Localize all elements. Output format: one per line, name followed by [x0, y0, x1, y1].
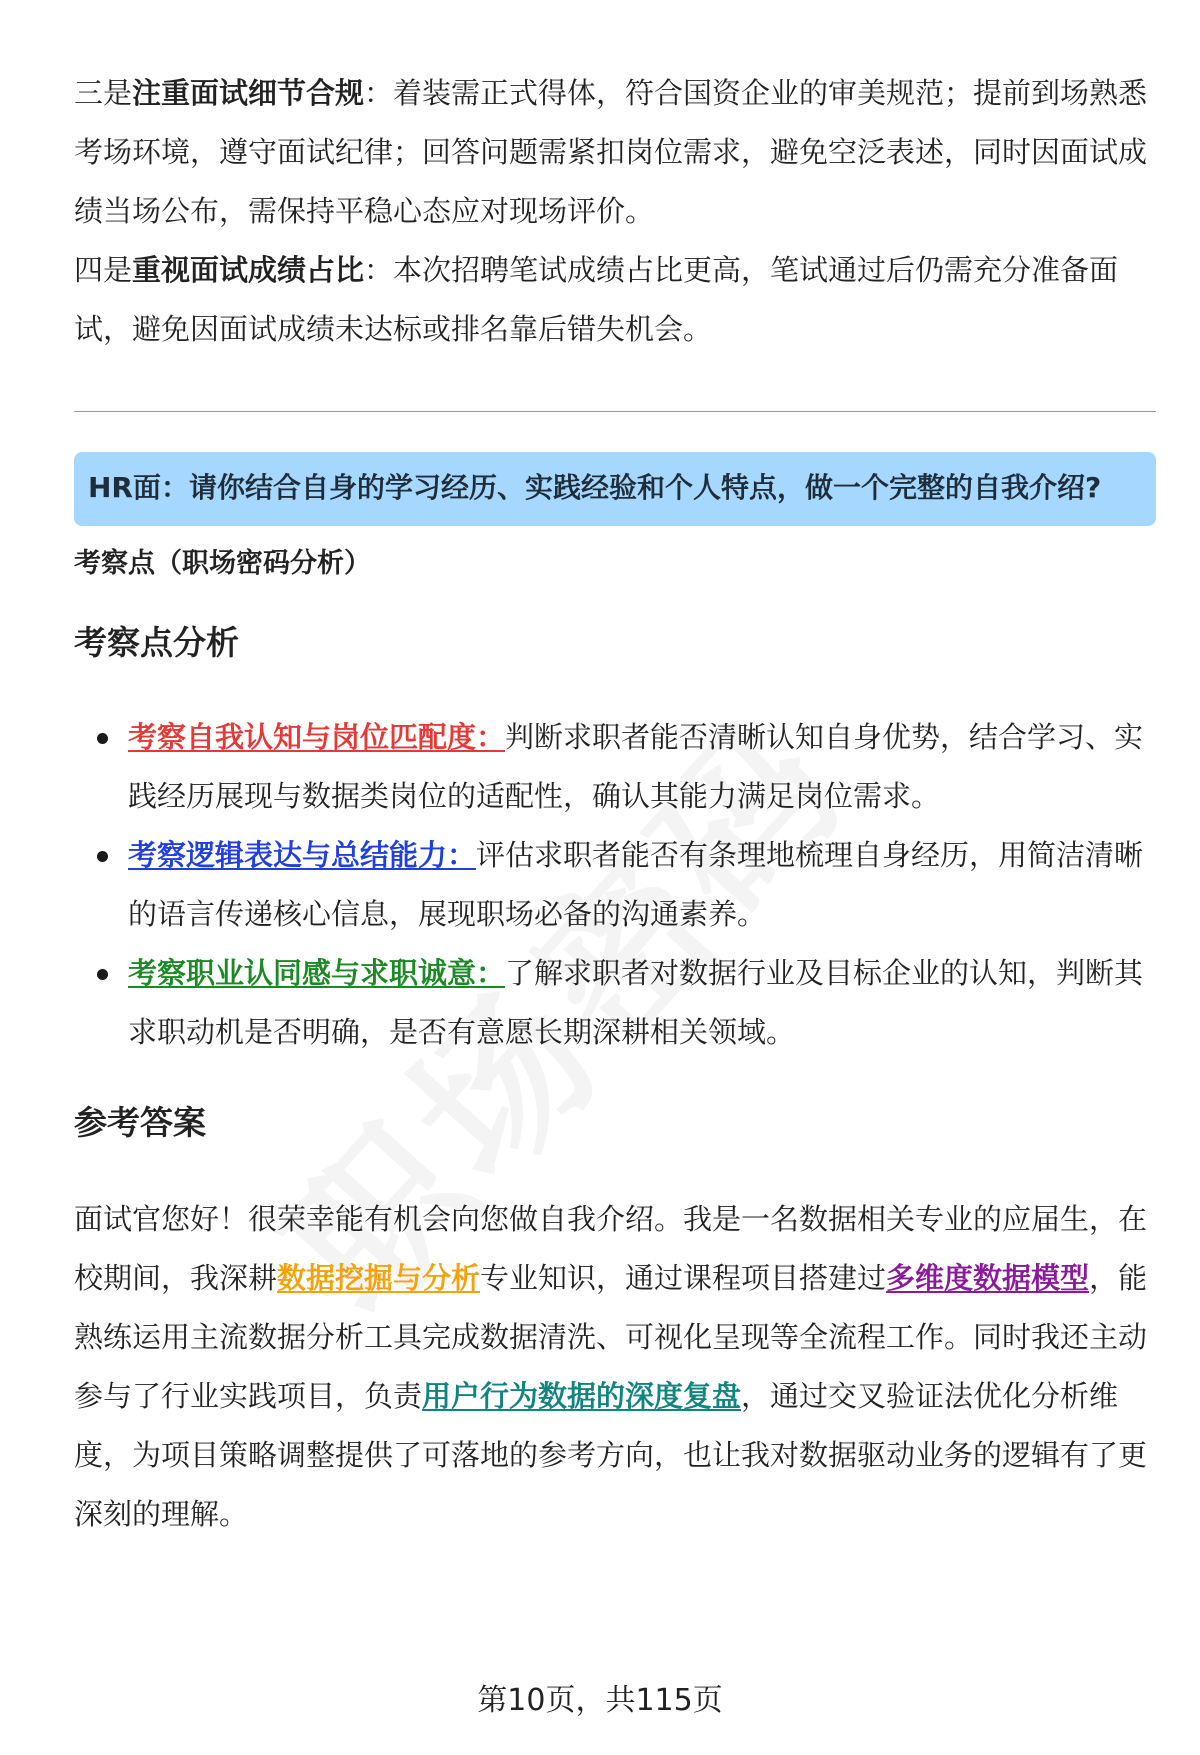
point-3-text: ：着装需正式得体，符合国资企业的审美规范；提前到场熟悉考场环境，遵守面试纪律；回答问题需紧扣岗位需求，避免空泛表述，同时因面试成绩当场公布，需保持平稳心态应对现场评价。 [74, 76, 1148, 228]
analysis-heading: 考察点分析 [74, 623, 239, 662]
analysis-keyword: 考察职业认同感与求职诚意： [128, 956, 506, 990]
answer-text-1: 面试官您好！很荣幸能有机会向您做自我介绍。我是一名数据相关专业的应届生，在校期间，我深耕 [74, 1202, 1148, 1295]
point-3-prefix: 三是 [74, 76, 133, 110]
analysis-label: 考察点（职场密码分析） [74, 548, 371, 579]
analysis-keyword: 考察自我认知与岗位匹配度： [128, 720, 506, 754]
analysis-text: 了解求职者对数据行业及目标企业的认知，判断其求职动机是否明确，是否有意愿长期深耕相关领域。 [128, 956, 1144, 1049]
bullet-icon [97, 851, 108, 862]
analysis-text: 判断求职者能否清晰认知自身优势，结合学习、实践经历展现与数据类岗位的适配性，确认其能力满足岗位需求。 [128, 720, 1144, 813]
point-3-heading: 注重面试细节合规 [132, 76, 365, 110]
answer-highlight-1: 数据挖掘与分析 [277, 1261, 481, 1295]
analysis-list [74, 708, 1156, 1062]
list-item [74, 944, 1156, 1062]
point-4-heading: 重视面试成绩占比 [132, 253, 365, 287]
point-4-prefix: 四是 [74, 253, 133, 287]
bullet-icon [97, 733, 108, 744]
answer-highlight-2: 多维度数据模型 [886, 1261, 1090, 1295]
answer-paragraph [74, 1190, 1156, 1544]
answer-text-4: ，通过交叉验证法优化分析维度，为项目策略调整提供了可落地的参考方向，也让我对数据驱动业务的逻辑有了更深刻的理解。 [74, 1379, 1148, 1531]
list-item [74, 826, 1156, 944]
bullet-icon [97, 969, 108, 980]
paragraph-point-4 [74, 241, 1156, 359]
answer-highlight-3: 用户行为数据的深度复盘 [422, 1379, 742, 1413]
list-item [74, 708, 1156, 826]
page-content [74, 64, 1156, 1544]
point-4-text: ：本次招聘笔试成绩占比更高，笔试通过后仍需充分准备面试，避免因面试成绩未达标或排名靠后错失机会。 [74, 253, 1119, 346]
answer-heading: 参考答案 [74, 1103, 206, 1142]
answer-text-2: 专业知识，通过课程项目搭建过 [480, 1261, 887, 1295]
page-number: 第10页，共115页 [477, 1683, 723, 1718]
analysis-keyword: 考察逻辑表达与总结能力： [128, 838, 477, 872]
answer-text-3: ，能熟练运用主流数据分析工具完成数据清洗、可视化呈现等全流程工作。同时我还主动参与了行业实践项目，负责 [74, 1261, 1148, 1413]
analysis-text: 评估求职者能否有条理地梳理自身经历，用简洁清晰的语言传递核心信息，展现职场必备的沟通素养。 [128, 838, 1144, 931]
paragraph-point-3 [74, 64, 1156, 241]
question-box: HR面：请你结合自身的学习经历、实践经验和个人特点，做一个完整的自我介绍? [74, 452, 1156, 526]
divider [74, 411, 1156, 412]
